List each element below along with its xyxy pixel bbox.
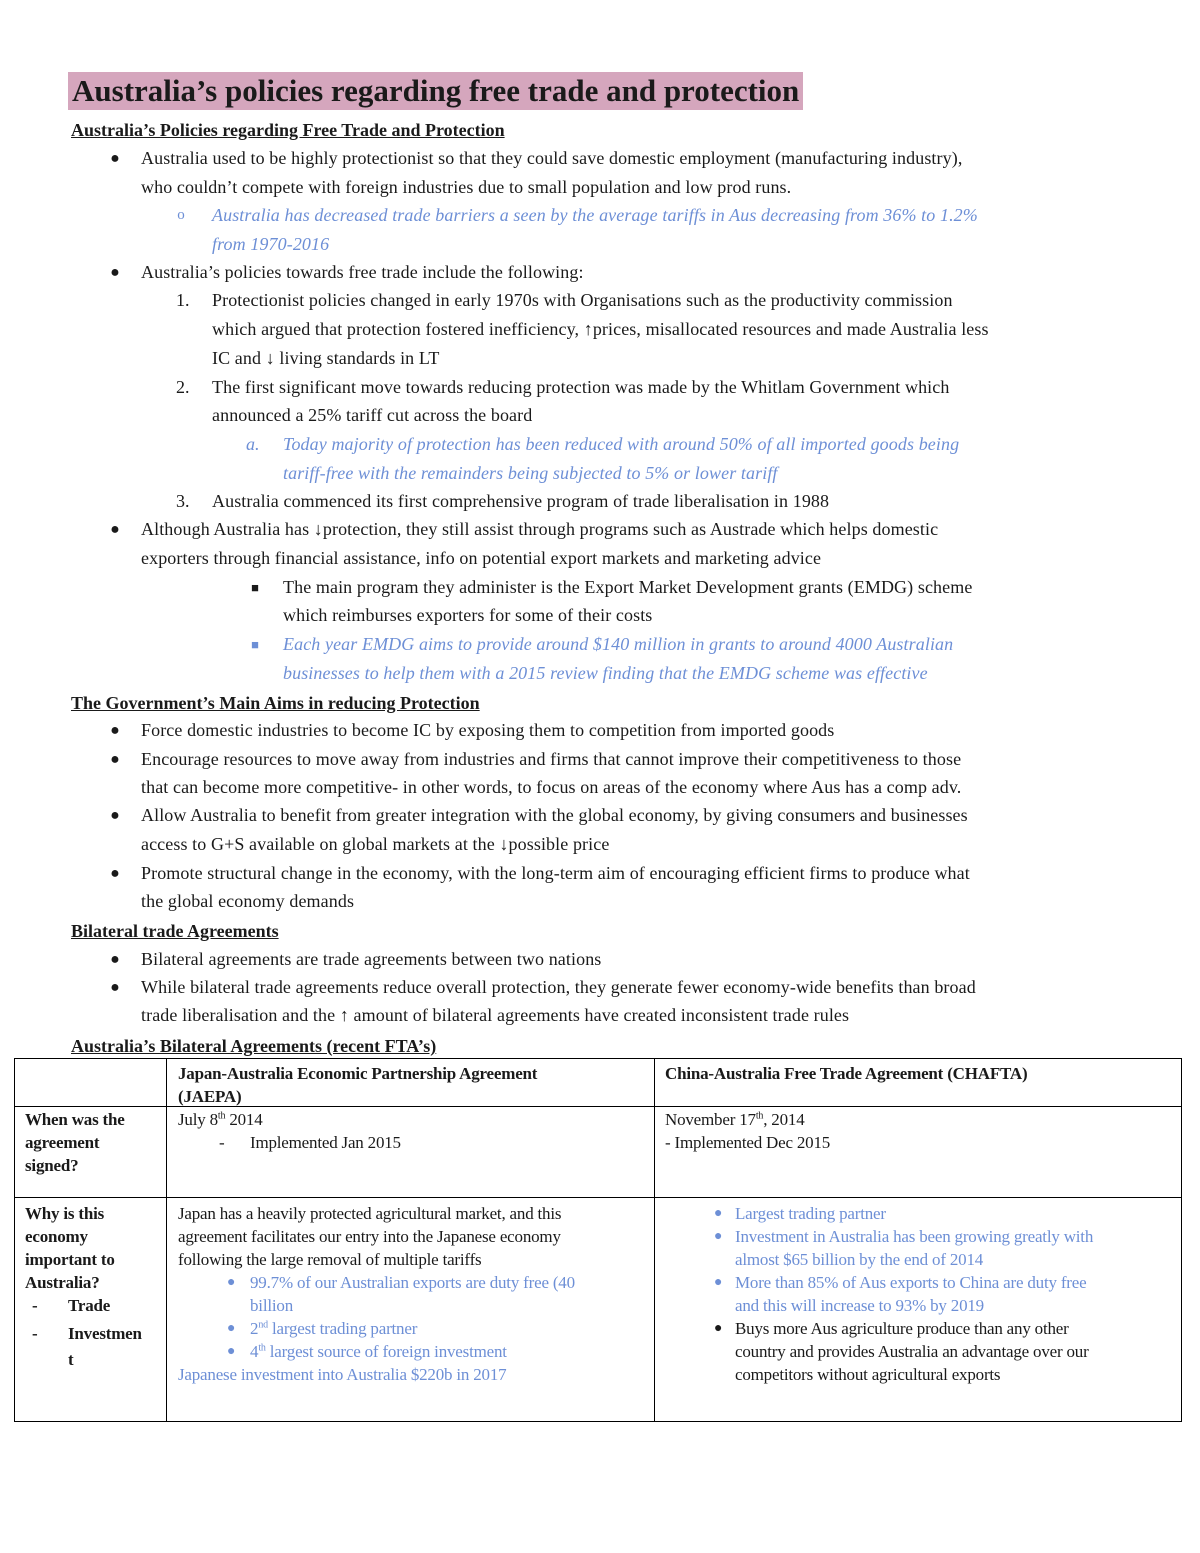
table-header-jaepa: Japan-Australia Economic Partnership Agreement: [178, 1064, 538, 1083]
row-label: t: [68, 1350, 74, 1369]
table-border: [14, 1421, 1182, 1422]
section-heading-aims: The Government’s Main Aims in reducing Protection: [71, 693, 480, 713]
date-text: July 8: [178, 1110, 218, 1129]
bullet-icon: ●: [227, 1321, 236, 1336]
chafta-signed-date: [665, 1108, 805, 1131]
date-suffix: th: [217, 1110, 226, 1122]
note-line: Today majority of protection has been reduced with around 50% of all imported goods being: [283, 434, 960, 454]
paragraph-line: announced a 25% tariff cut across the board: [212, 405, 533, 425]
bullet-icon: ●: [110, 951, 120, 968]
paragraph-line: who couldn’t compete with foreign industries due to small population and low prod runs.: [141, 177, 792, 197]
circle-bullet-icon: o: [177, 207, 185, 223]
paragraph-line: the global economy demands: [141, 891, 355, 911]
bullet-icon: ●: [714, 1321, 723, 1336]
bullet-icon: ●: [227, 1344, 236, 1359]
cell-note: Largest trading partner: [735, 1204, 886, 1223]
paragraph-line: The first significant move towards reducing protection was made by the Whitlam Government which: [212, 377, 950, 397]
rank-number: 4: [250, 1342, 259, 1361]
cell-text: Japan has a heavily protected agricultural market, and this: [178, 1204, 562, 1223]
row-label: important to: [25, 1250, 115, 1269]
paragraph-line: access to G+S available on global markets at the ↓possible price: [141, 834, 610, 854]
bullet-icon: ●: [714, 1206, 723, 1221]
row-label: Why is this: [25, 1204, 105, 1223]
dash-marker: -: [32, 1296, 38, 1315]
table-border: [654, 1058, 655, 1422]
cell-note: and this will increase to 93% by 2019: [735, 1296, 984, 1315]
paragraph-line: Australia used to be highly protectionist so that they could save domestic employment (manufacturing industry),: [141, 148, 963, 168]
bullet-icon: ●: [110, 807, 120, 824]
cell-note: More than 85% of Aus exports to China are duty free: [735, 1273, 1087, 1292]
paragraph-line: exporters through financial assistance, info on potential export markets and marketing advice: [141, 548, 822, 568]
cell-note: Investment in Australia has been growing greatly with: [735, 1227, 1094, 1246]
cell-note: [250, 1317, 417, 1340]
document-title: Australia’s policies regarding free trade and protection: [68, 72, 803, 110]
rank-number: 2: [250, 1319, 259, 1338]
bullet-icon: ●: [110, 521, 120, 538]
paragraph-line: which argued that protection fostered inefficiency, ↑prices, misallocated resources and made Australia less: [212, 319, 989, 339]
bullet-icon: ●: [714, 1229, 723, 1244]
bullet-icon: ●: [714, 1275, 723, 1290]
section-heading-agreements: Australia’s Bilateral Agreements (recent FTA’s): [71, 1036, 437, 1056]
note-line: from 1970-2016: [212, 234, 330, 254]
chafta-implemented: - Implemented Dec 2015: [665, 1133, 831, 1152]
list-letter: a.: [246, 434, 260, 454]
cell-text: agreement facilitates our entry into the Japanese economy: [178, 1227, 561, 1246]
bullet-icon: ●: [110, 751, 120, 768]
note-line: Australia has decreased trade barriers a seen by the average tariffs in Aus decreasing from 36% to 1.2%: [212, 205, 978, 225]
table-border: [14, 1058, 15, 1422]
paragraph-line: Protectionist policies changed in early 1970s with Organisations such as the productivity commission: [212, 290, 953, 310]
rank-suffix: th: [258, 1342, 266, 1354]
jaepa-signed-date: [178, 1108, 263, 1131]
paragraph-line: Australia’s policies towards free trade include the following:: [141, 262, 584, 282]
rank-text: largest source of foreign investment: [265, 1342, 507, 1361]
paragraph-line: Bilateral agreements are trade agreements between two nations: [141, 949, 602, 969]
row-label: agreement: [25, 1133, 100, 1152]
bullet-icon: ●: [110, 264, 120, 281]
row-label: Australia?: [25, 1273, 100, 1292]
paragraph-line: Promote structural change in the economy, with the long-term aim of encouraging efficient firms to produce what: [141, 863, 970, 883]
bullet-icon: ●: [110, 865, 120, 882]
row-label: economy: [25, 1227, 88, 1246]
section-heading-bilateral: Bilateral trade Agreements: [71, 921, 279, 941]
date-year: , 2014: [763, 1110, 805, 1129]
paragraph-line: Encourage resources to move away from industries and firms that cannot improve their competitiveness to those: [141, 749, 962, 769]
square-bullet-icon: ■: [251, 637, 259, 652]
cell-note: 99.7% of our Australian exports are duty free (40: [250, 1273, 575, 1292]
list-number: 2.: [176, 377, 190, 397]
dash-marker: -: [32, 1324, 38, 1343]
rank-suffix: nd: [258, 1319, 268, 1331]
paragraph-line: The main program they administer is the Export Market Development grants (EMDG) scheme: [283, 577, 973, 597]
paragraph-line: Allow Australia to benefit from greater integration with the global economy, by giving consumers and businesses: [141, 805, 968, 825]
cell-note: Japanese investment into Australia $220b in 2017: [178, 1365, 507, 1384]
row-label: When was the: [25, 1110, 125, 1129]
date-suffix: th: [755, 1110, 764, 1122]
date-year: 2014: [225, 1110, 263, 1129]
note-line: tariff-free with the remainders being subjected to 5% or lower tariff: [283, 463, 778, 483]
paragraph-line: Although Australia has ↓protection, they still assist through programs such as Austrade which helps domestic: [141, 519, 939, 539]
cell-text: country and provides Australia an advantage over our: [735, 1342, 1089, 1361]
cell-note: [250, 1340, 507, 1363]
paragraph-line: that can become more competitive- in other words, to focus on areas of the economy where Aus has a comp adv.: [141, 777, 962, 797]
list-number: 3.: [176, 491, 190, 511]
dash-marker: -: [219, 1133, 225, 1152]
date-text: November 17: [665, 1110, 756, 1129]
cell-text: competitors without agricultural exports: [735, 1365, 1001, 1384]
note-line: businesses to help them with a 2015 review finding that the EMDG scheme was effective: [283, 663, 928, 683]
note-line: Each year EMDG aims to provide around $140 million in grants to around 4000 Australian: [283, 634, 954, 654]
paragraph-line: which reimburses exporters for some of their costs: [283, 605, 653, 625]
paragraph-line: trade liberalisation and the ↑ amount of bilateral agreements have created inconsistent trade rules: [141, 1005, 850, 1025]
table-header-jaepa: (JAEPA): [178, 1087, 242, 1106]
agreements-table: [14, 1058, 1182, 1422]
table-border: [14, 1197, 1182, 1198]
bullet-icon: ●: [110, 979, 120, 996]
row-label: Trade: [68, 1296, 111, 1315]
section-heading-policies: Australia’s Policies regarding Free Trade and Protection: [71, 120, 505, 140]
paragraph-line: IC and ↓ living standards in LT: [212, 348, 440, 368]
paragraph-line: Force domestic industries to become IC by exposing them to competition from imported goods: [141, 720, 835, 740]
row-label: signed?: [25, 1156, 79, 1175]
jaepa-implemented: Implemented Jan 2015: [250, 1133, 401, 1152]
table-border: [1181, 1058, 1182, 1422]
cell-text: Buys more Aus agriculture produce than any other: [735, 1319, 1069, 1338]
square-bullet-icon: ■: [251, 580, 259, 595]
rank-text: largest trading partner: [267, 1319, 418, 1338]
paragraph-line: Australia commenced its first comprehensive program of trade liberalisation in 1988: [212, 491, 830, 511]
table-border: [166, 1058, 167, 1422]
bullet-icon: ●: [227, 1275, 236, 1290]
table-border: [14, 1058, 1182, 1059]
bullet-icon: ●: [110, 150, 120, 167]
cell-note: billion: [250, 1296, 293, 1315]
list-number: 1.: [176, 290, 190, 310]
cell-note: almost $65 billion by the end of 2014: [735, 1250, 984, 1269]
bullet-icon: ●: [110, 722, 120, 739]
table-header-chafta: China-Australia Free Trade Agreement (CHAFTA): [665, 1064, 1028, 1083]
cell-text: following the large removal of multiple tariffs: [178, 1250, 482, 1269]
paragraph-line: While bilateral trade agreements reduce overall protection, they generate fewer economy-wide benefits than broad: [141, 977, 976, 997]
row-label: Investmen: [68, 1324, 142, 1343]
